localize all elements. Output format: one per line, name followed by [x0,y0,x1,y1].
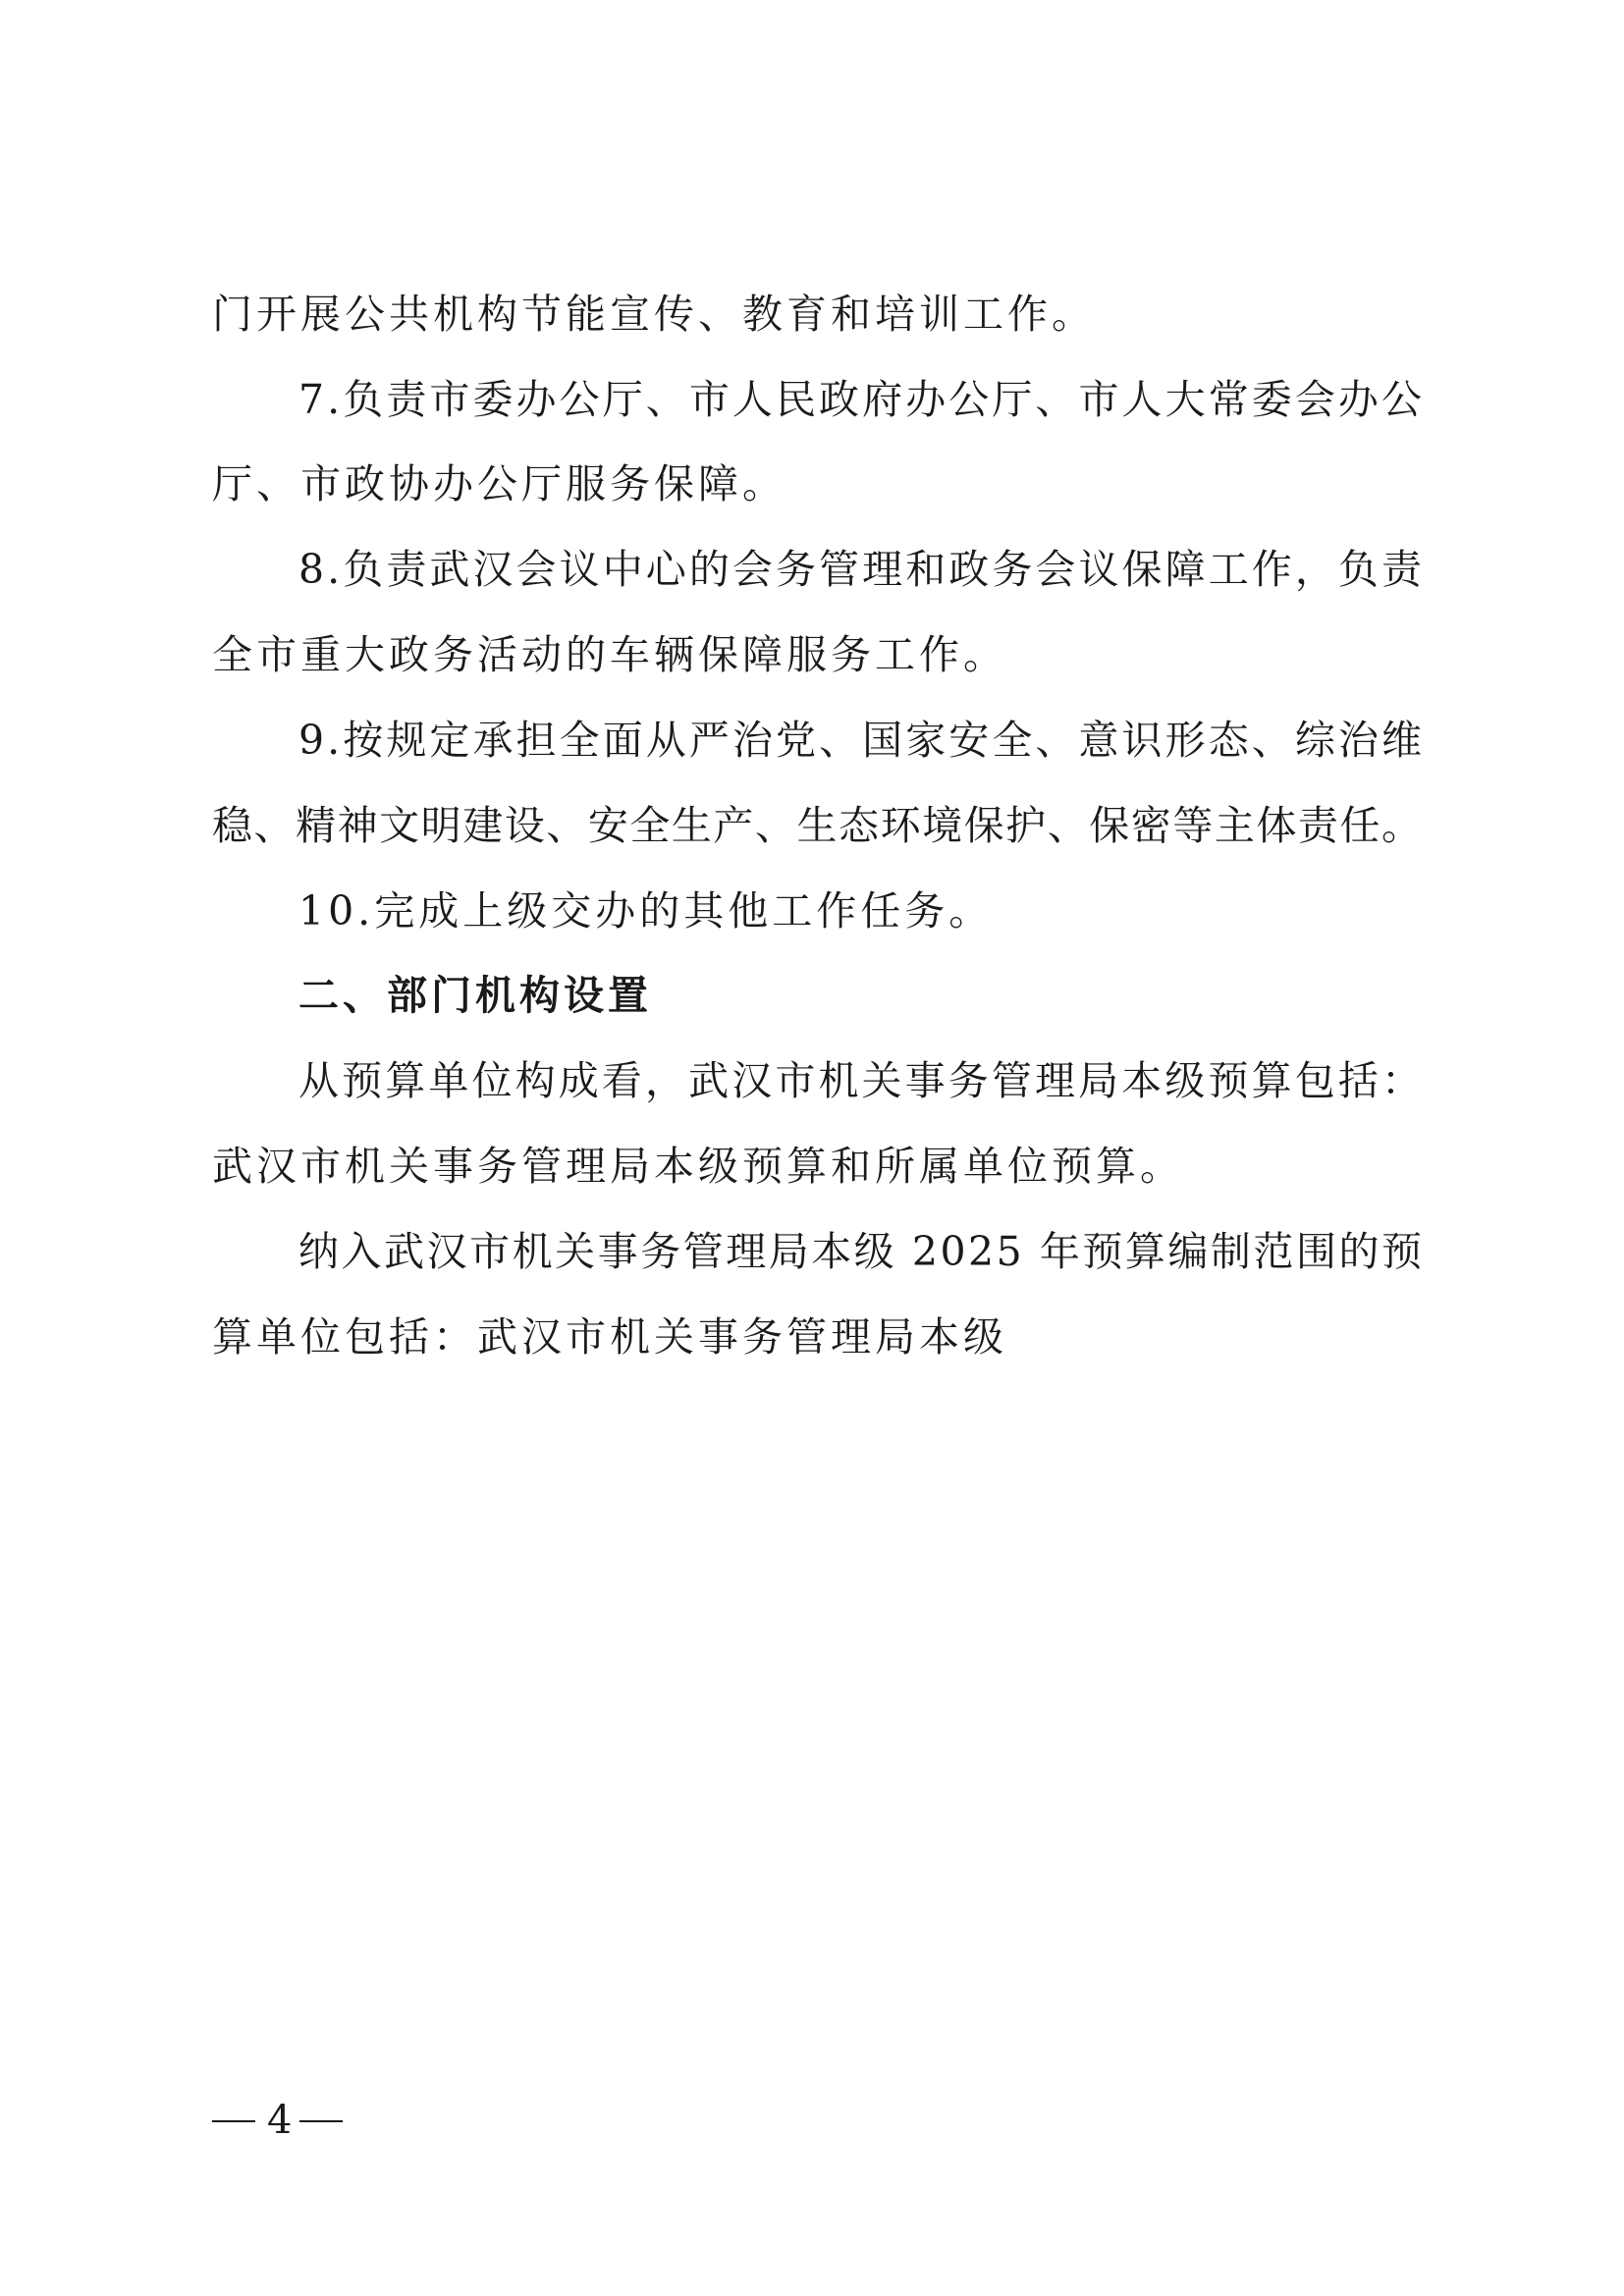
line-text: 武汉市机关事务管理局本级预算和所属单位预算。 [212,1143,1184,1190]
line-text: 10.完成上级交办的其他工作任务。 [298,887,994,934]
line-text: 9.按规定承担全面从严治党、国家安全、意识形态、综治维 [298,717,1426,764]
line-text: 算单位包括：武汉市机关事务管理局本级 [212,1313,1007,1361]
line-text: 稳、精神文明建设、安全生产、生态环境保护、保密等主体责任。 [212,802,1424,849]
line-text: 纳入武汉市机关事务管理局本级 2025 年预算编制范围的预 [298,1228,1425,1275]
left-dash [212,2120,255,2122]
line-text: 8.负责武汉会议中心的会务管理和政务会议保障工作，负责 [298,546,1426,593]
right-dash [299,2120,343,2122]
line-text: 从预算单位构成看，武汉市机关事务管理局本级预算包括： [298,1057,1426,1104]
page-number: 4 [267,2098,293,2143]
line-text: 厅、市政协办公厅服务保障。 [212,460,786,507]
line-text: 7.负责市委办公厅、市人民政府办公厅、市人大常委会办公 [298,376,1426,423]
line-text: 门开展公共机构节能宣传、教育和培训工作。 [212,291,1096,338]
heading-text: 二、部门机构设置 [298,972,652,1019]
line-text: 全市重大政务活动的车辆保障服务工作。 [212,631,1007,678]
